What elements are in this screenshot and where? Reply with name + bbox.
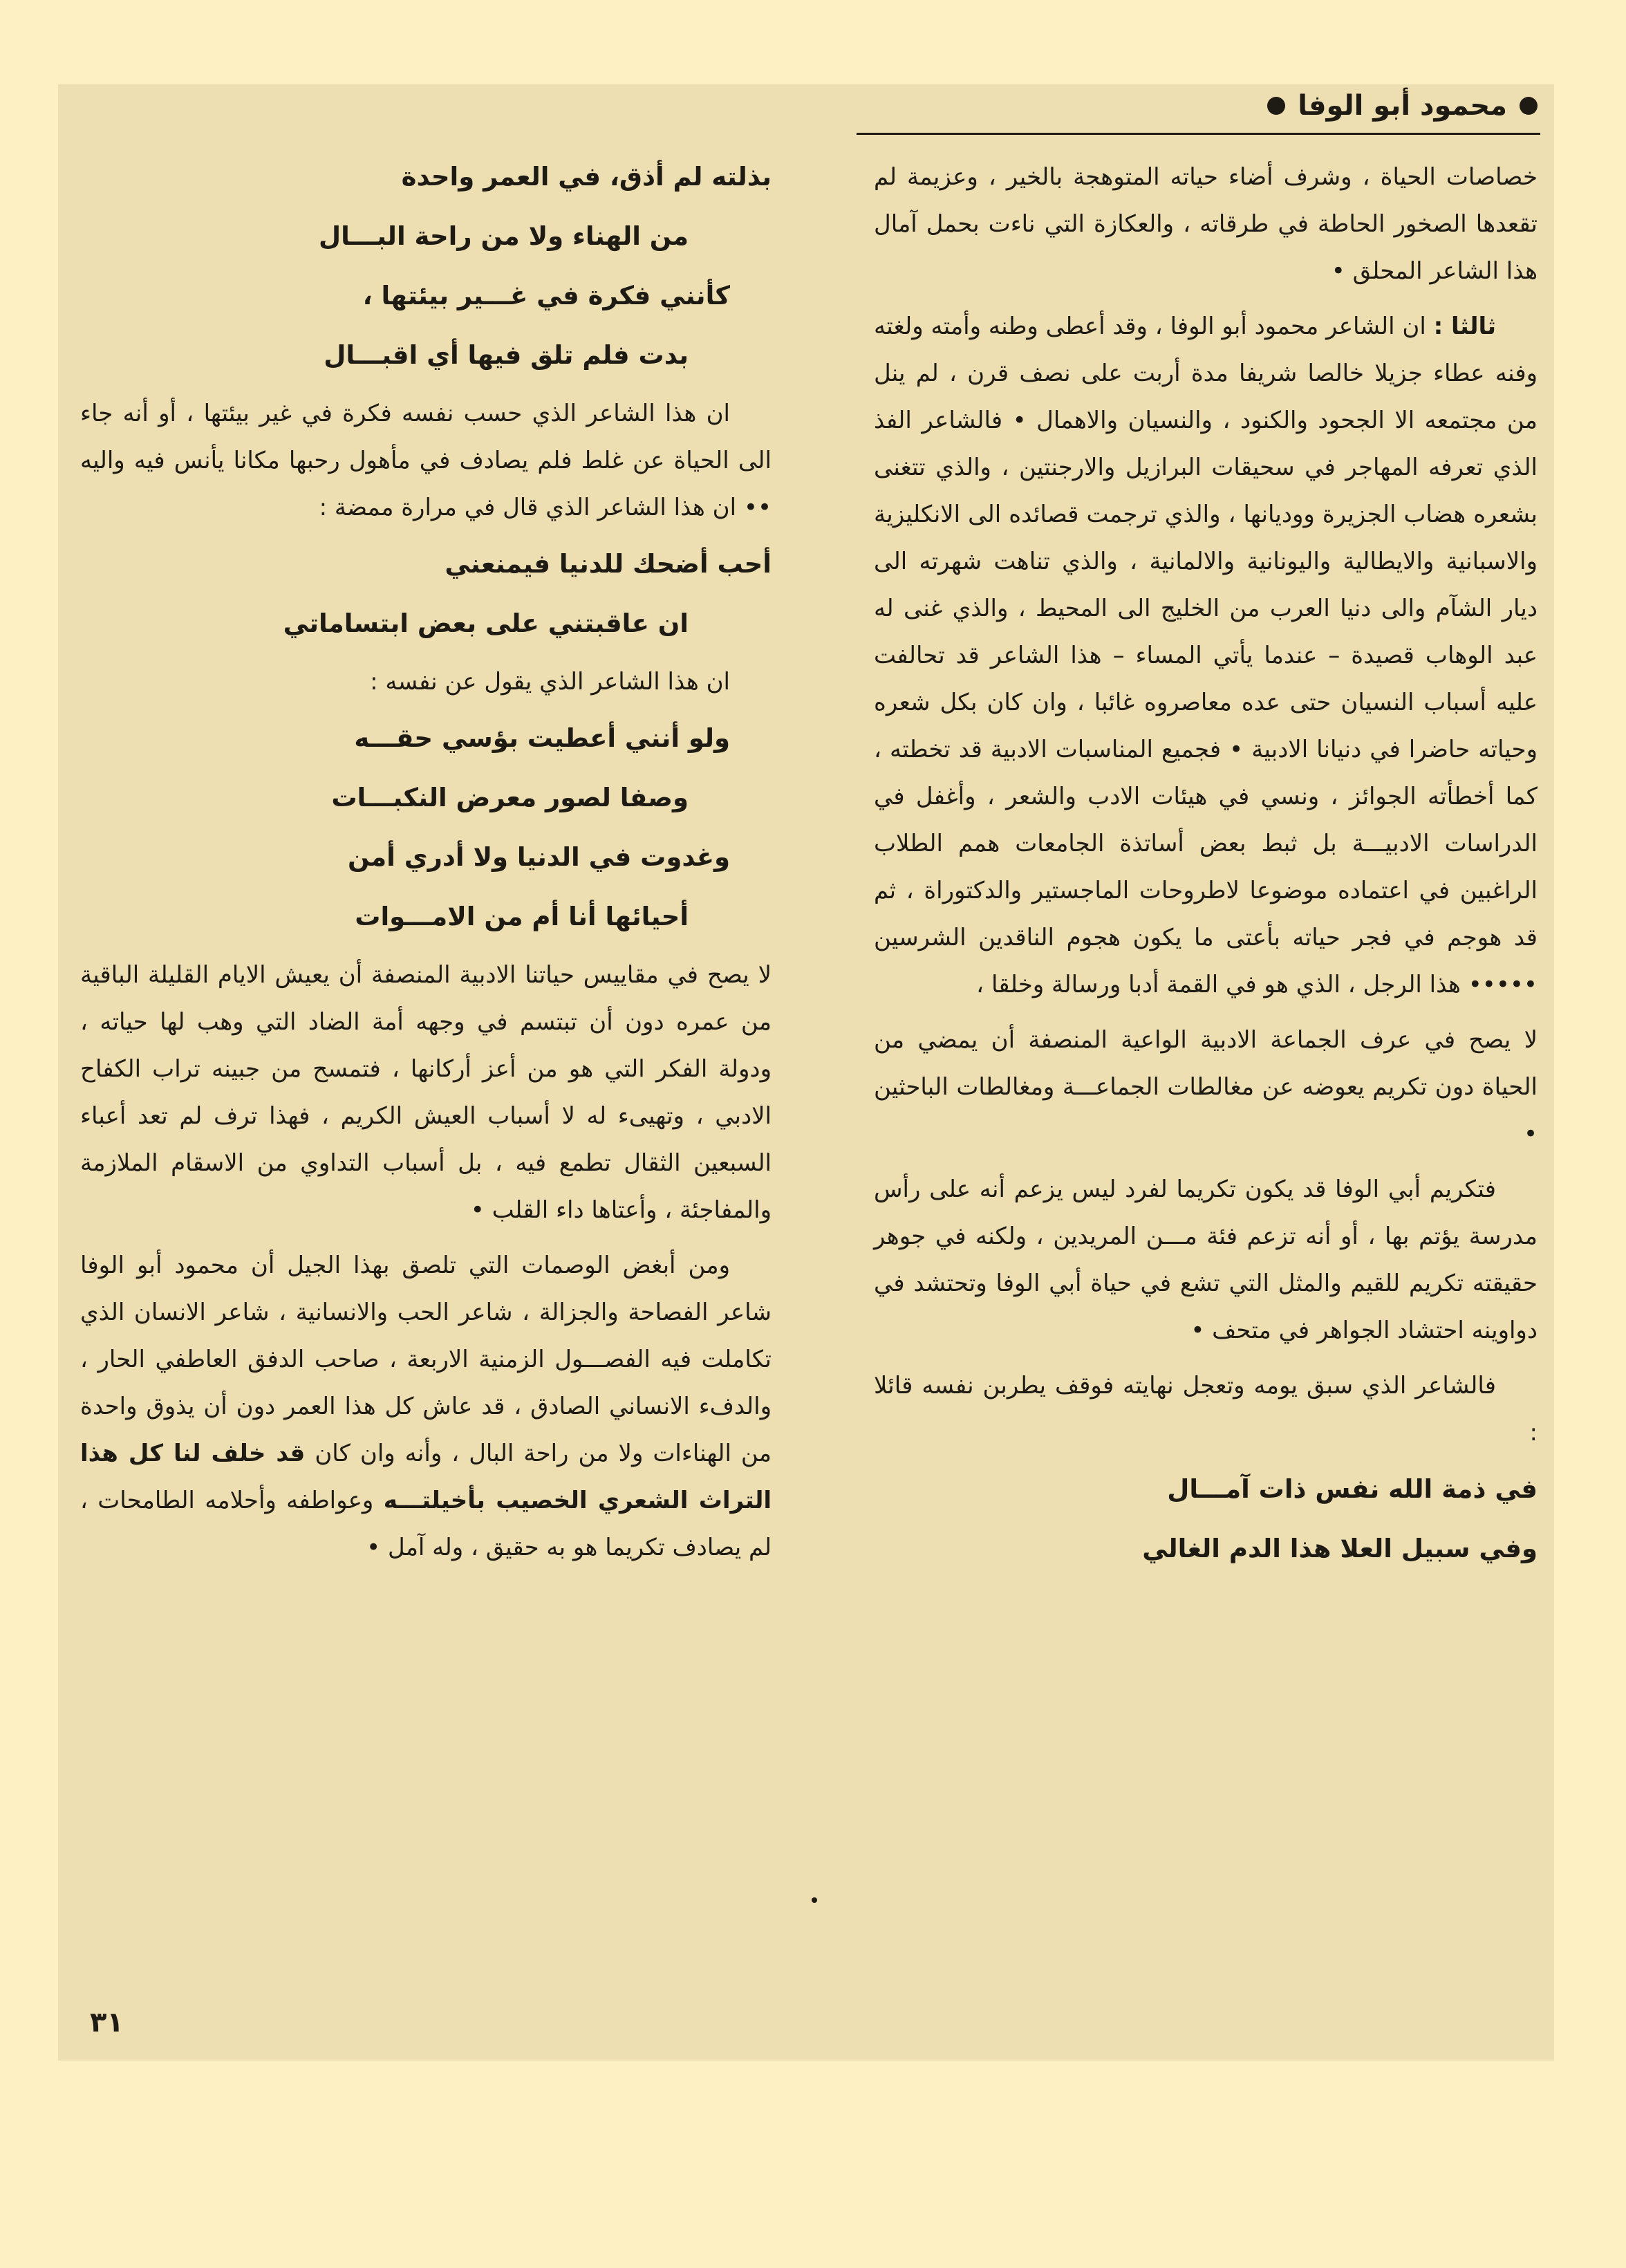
paragraph: فالشاعر الذي سبق يومه وتعجل نهايته فوقف يطربن نفسه قائلا :	[874, 1372, 1538, 1447]
header-bullet-icon	[1267, 97, 1285, 115]
paragraph: ان هذا الشاعر الذي يقول عن نفسه :	[370, 668, 730, 696]
right-column	[874, 154, 1538, 1583]
paragraph-text: ان الشاعر محمود أبو الوفا ، وقد أعطى وطنه وأمته ولغته وفنه عطاء جزيلا خالصا شريفا مدة أربت على نصف قرن ، لم ينل من مجتمعه الا الجحود والكنود ، والنسيان والاهمال • فالشاعر الفذ الذي تعرفه المهاجر في سحيقات البرازيل والارجنتين ، والذي تتغنى بشعره هضاب الجزيرة ووديانها ، والذي ترجمت قصائده الى الانكليزية والاسبانية والايطالية واليونانية والالمانية ، والذي تناهت شهرته الى ديار الشآم والى دنيا العرب من الخليج الى المحيط ، والذي غنى له عبد الوهاب قصيدة – عندما يأتي المساء – هذا الشاعر قد تحالفت عليه أسباب النسيان حتى عده معاصروه غائبا ، وان كان بكل شعره وحياته حاضرا في دنيانا الادبية • فجميع المناسبات الادبية قد تخطته ، كما أخطأته الجوائز ، ونسي في هيئات الادب والشعر ، وأغفل في الدراسات الادبيـــة بل ثبط بعض أساتذة الجامعات همم الطلاب الراغبين في اعتماده موضوعا لاطروحات الماجستير والدكتوراة ، ثم قد هوجم في فجر حياته بأعتى ما يكون هجوم الناقدين الشرسين ••••• هذا الرجل ، الذي هو في القمة أدبا ورسالة وخلقا ،	[874, 313, 1538, 998]
page-header	[1267, 90, 1538, 122]
verse-line: وغدوت في الدنيا ولا أدري أمن	[347, 842, 730, 872]
paragraph-text-bold: قد خلف لنا كل هذا التراث الشعري الخصيب بأخيلتـــه	[80, 1440, 772, 1514]
paragraph-text: ومن أبغض الوصمات التي تلصق بهذا الجيل أن محمود أبو الوفا شاعر الفصاحة والجزالة ، شاعر الحب والانسانية ، شاعر الانسان الذي تكاملت فيه الفصـــول الزمنية الاربعة ، صاحب الدفق العاطفي الحار ، والدفء الانساني الصادق ، قد عاش كل هذا العمر دون أن يذوق واحدة من الهناءات ولا من راحة البال ، وأنه وان كان	[80, 1252, 772, 1467]
left-column	[80, 148, 772, 1579]
verse-line: وفي سبيل العلا هذا الدم الغالي	[1142, 1534, 1538, 1563]
paragraph: خصاصات الحياة ، وشرف أضاء حياته المتوهجة بالخير ، وعزيمة لم تقعدها الصخور الحاطة في طرقاته ، والعكازة التي ناءت بحمل آمال هذا الشاعر المحلق •	[874, 163, 1538, 285]
paragraph: ان هذا الشاعر الذي حسب نفسه فكرة في غير بيئتها ، أو أنه جاء الى الحياة عن غلط فلم يصادف في مأهول رحبها مكانا يأنس فيه واليه •• ان هذا الشاعر الذي قال في مرارة ممضة :	[80, 400, 772, 521]
page-number: ٣١	[90, 2007, 124, 2038]
verse-line: في ذمة الله نفس ذات آمـــال	[1167, 1474, 1538, 1504]
verse-line: بدت فلم تلق فيها أي اقبـــال	[324, 340, 689, 370]
verse-line: ان عاقبتني على بعض ابتساماتي	[283, 608, 689, 638]
author-name: محمود أبو الوفا	[1298, 90, 1507, 122]
paragraph: لا يصح في مقاييس حياتنا الادبية المنصفة أن يعيش الايام القليلة الباقية من عمره دون أن تبتسم في وجهه أمة الضاد التي وهب لها حياته ، ودولة الفكر التي هو من أعز أركانها ، فتمسح من جبينه تراب الكفاح الادبي ، وتهيىء له لا أسباب العيش الكريم ، فهذا ترف لم تعد أعباء السبعين الثقال تطمع فيه ، بل أسباب التداوي من الاسقام الملازمة والمفاجئة ، وأعتاها داء القلب •	[80, 961, 772, 1224]
verse-line: بذلته لم أذق، في العمر واحدة	[401, 162, 772, 192]
paragraph-text: وعواطفه وأحلامه الطامحات ، لم يصادف تكريما هو به حقيق ، وله آمل •	[80, 1487, 772, 1561]
header-rule	[857, 133, 1540, 135]
verse-line: ولو أنني أعطيت بؤسي حقـــه	[354, 723, 730, 753]
section-lead: ثالثا :	[1433, 313, 1496, 340]
verse-line: كأنني فكرة في غـــير بيئتها ،	[362, 281, 730, 310]
paragraph	[874, 303, 1538, 1008]
paragraph	[80, 1242, 772, 1571]
magazine-page	[58, 84, 1554, 2061]
verse-line: من الهناء ولا من راحة البـــال	[319, 221, 689, 251]
paragraph: لا يصح في عرف الجماعة الادبية الواعية المنصفة أن يمضي من الحياة دون تكريم يعوضه عن مغالطات الجماعـــة ومغالطات الباحثين •	[874, 1026, 1538, 1148]
verse-line: وصفا لصور معرض النكبـــات	[331, 783, 689, 812]
header-bullet-icon	[1520, 97, 1538, 115]
print-speck	[812, 1897, 817, 1903]
paragraph: فتكريم أبي الوفا قد يكون تكريما لفرد ليس يزعم أنه على رأس مدرسة يؤتم بها ، أو أنه تزعم فئة مـــن المريدين ، ولكنه في جوهر حقيقته تكريم للقيم والمثل التي تشع في حياة أبي الوفا وتحتشد في دواوينه احتشاد الجواهر في متحف •	[874, 1175, 1538, 1344]
verse-line: أحيائها أنا أم من الامـــوات	[355, 902, 689, 931]
verse-line: أحب أضحك للدنيا فيمنعني	[445, 549, 772, 579]
